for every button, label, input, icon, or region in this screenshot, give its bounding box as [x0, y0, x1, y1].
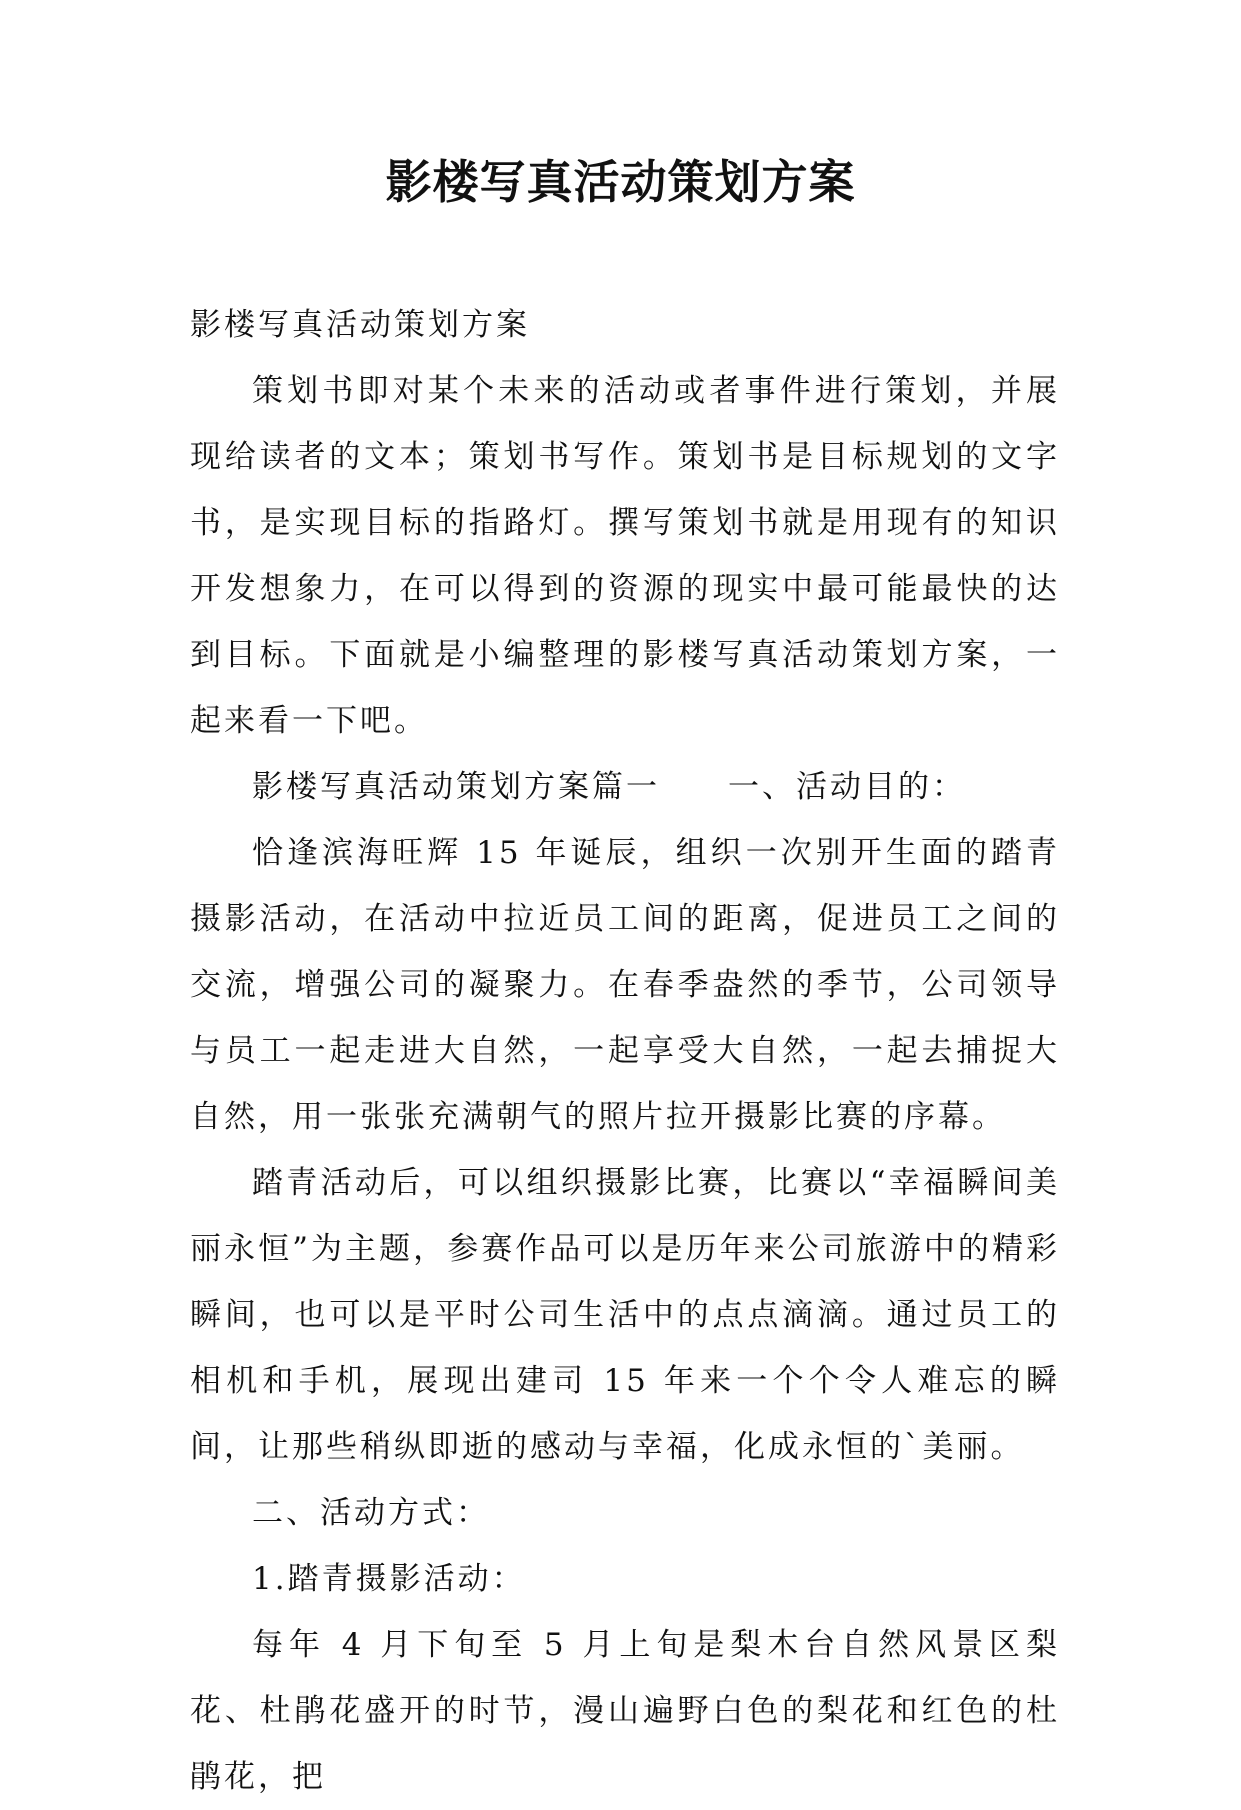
contest-paragraph: 踏青活动后，可以组织摄影比赛，比赛以“幸福瞬间美丽永恒”为主题，参赛作品可以是历年来公司旅游中的精彩瞬间，也可以是平时公司生活中的点点滴滴。通过员工的相机和手机，展现出建司 15 年来一个个令人难忘的瞬间，让那些稍纵即逝的感动与幸福，化成永恒的`美丽。 — [190, 1165, 1060, 1465]
subsection-heading-outing: 1.踏青摄影活动： — [252, 1561, 526, 1597]
intro-paragraph: 策划书即对某个未来的活动或者事件进行策划，并展现给读者的文本；策划书写作。策划书是目标规划的文字书，是实现目标的指路灯。撰写策划书就是用现有的知识开发想象力，在可以得到的资源的现实中最可能最快的达到目标。下面就是小编整理的影楼写真活动策划方案，一起来看一下吧。 — [190, 373, 1060, 739]
section-heading-purpose: 影楼写真活动策划方案篇一 一、活动目的： — [252, 769, 966, 805]
purpose-paragraph: 恰逢滨海旺辉 15 年诞辰，组织一次别开生面的踏青摄影活动，在活动中拉近员工间的距离，促进员工之间的交流，增强公司的凝聚力。在春季盎然的季节，公司领导与员工一起走进大自然，一起享受大自然，一起去捕捉大自然，用一张张充满朝气的照片拉开摄影比赛的序幕。 — [190, 835, 1060, 1135]
document-title: 影楼写真活动策划方案 — [385, 155, 856, 209]
section-heading-method: 二、活动方式： — [252, 1495, 490, 1531]
subtitle-paragraph: 影楼写真活动策划方案 — [190, 307, 530, 343]
document-body — [190, 292, 1060, 1810]
outing-paragraph: 每年 4 月下旬至 5 月上旬是梨木台自然风景区梨花、杜鹃花盛开的时节，漫山遍野白色的梨花和红色的杜鹃花，把 — [190, 1627, 1060, 1795]
